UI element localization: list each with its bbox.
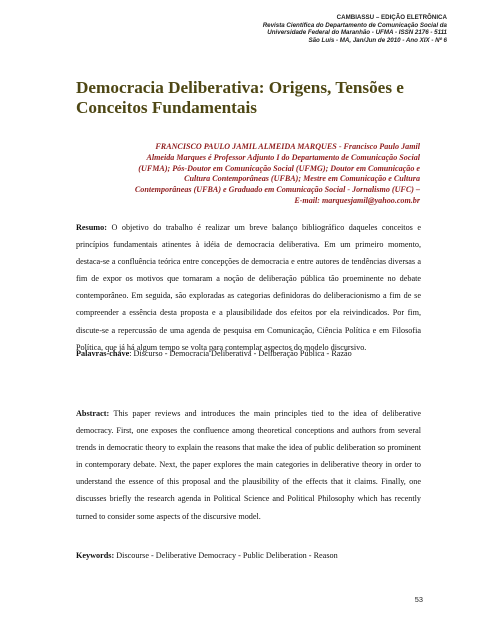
- palavras-chave-paragraph: [76, 345, 421, 362]
- keywords-paragraph: [76, 547, 421, 564]
- journal-issue-info: São Luís - MA, Jan/Jun de 2010 - Ano XIX - Nº 6: [308, 36, 447, 44]
- abstract-label: Abstract:: [76, 409, 110, 418]
- keywords-text: Discourse - Deliberative Democracy - Public Deliberation - Reason: [114, 551, 338, 560]
- journal-subtitle-line-2: Universidade Federal do Maranhão - UFMA - ISSN 2176 - 5111: [267, 29, 447, 37]
- paper-title: Democracia Deliberativa: Origens, Tensões e Conceitos Fundamentais: [76, 78, 404, 117]
- palavras-chave-label: Palavras-chave: [76, 349, 130, 358]
- journal-name: CAMBIASSU – EDIÇÃO ELETRÔNICA: [336, 14, 447, 21]
- resumo-label: Resumo:: [76, 223, 107, 232]
- page-number: 53: [414, 595, 423, 604]
- resumo-paragraph: [76, 219, 421, 356]
- author-info: FRANCISCO PAULO JAMIL ALMEIDA MARQUES - Francisco Paulo Jamil Almeida Marques é Professor Adjunto I do Departamento de Comunicação Social (UFMA); Pós-Doutor em Comunicação Social (UFMG); Doutor em Comunicação e Cultura Contemporâneas (UFBA); Mestre em Comunicação e Cultura Contemporâneas (UFBA) e Graduado em Comunicação Social - Jornalismo (UFC) – E-mail: marquesjamil@yahoo.com.br: [134, 142, 420, 205]
- resumo-text: O objetivo do trabalho é realizar um breve balanço bibliográfico daqueles conceitos e princípios fundamentais atinentes à idéia de democracia deliberativa. Em um primeiro momento, destaca-se a confluência teórica entre concepções de democracia e entre autores de tendências diversas a fim de expor os motivos que tornaram a noção de deliberação pública tão proeminente no debate contemporâneo. Em seguida, são exploradas as categorias definidoras do deliberacionismo a fim de se compreender a essência desta proposta e a plausibilidade dos efeitos por ela reivindicados. Por fim, discute-se a repercussão de uma agenda de pesquisa em Comunicação, Ciência Política e em Filosofia Política, que já há algum tempo se volta para contemplar aspectos do modelo discursivo.: [76, 223, 421, 352]
- abstract-paragraph: [76, 405, 421, 525]
- abstract-text: This paper reviews and introduces the main principles tied to the idea of deliberative democracy. First, one exposes the confluence among theoretical conceptions and authors from several trends in democratic theory to explain the reasons that make the idea of public deliberation so prominent in contemporary debate. Next, the paper explores the main categories in deliberative theory in order to understand the essence of this proposal and the plausibility of the effects that it claims. Finally, one discusses briefly the research agenda in Political Science and Political Philosophy which has recently turned to consider some aspects of the discursive model.: [76, 409, 421, 521]
- palavras-chave-text: : Discurso - Democracia Deliberativa - Deliberação Pública - Razão: [129, 349, 352, 358]
- journal-subtitle-line-1: Revista Científica do Departamento de Comunicação Social da: [262, 21, 447, 29]
- journal-header: [147, 14, 447, 44]
- keywords-label: Keywords:: [76, 551, 115, 560]
